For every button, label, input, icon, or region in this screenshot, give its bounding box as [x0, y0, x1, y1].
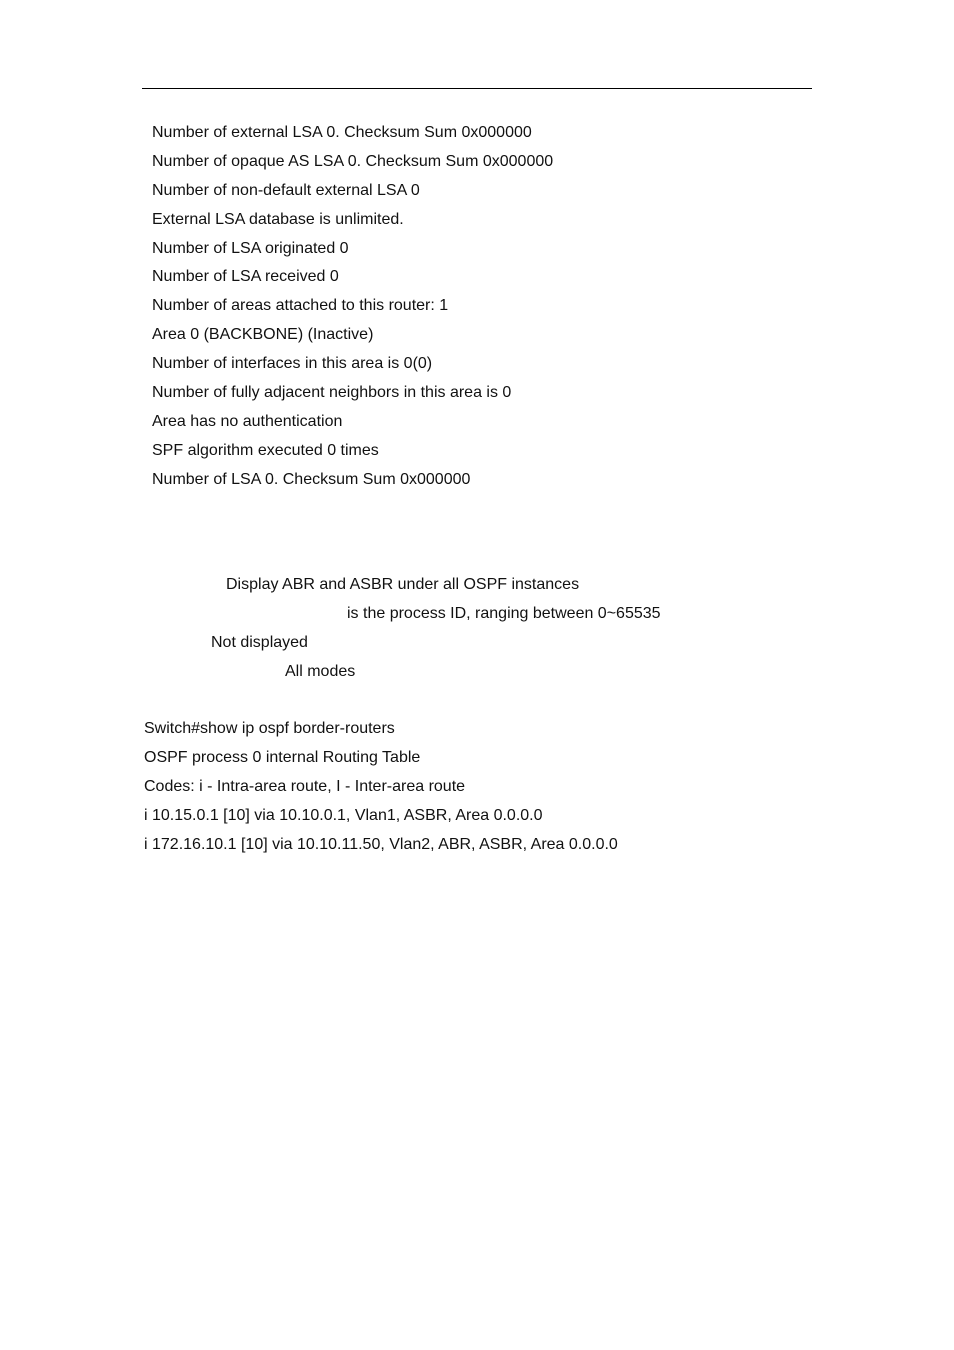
output-line: Number of LSA 0. Checksum Sum 0x000000: [152, 470, 471, 488]
example-line: OSPF process 0 internal Routing Table: [144, 748, 421, 766]
example-line: i 172.16.10.1 [10] via 10.10.11.50, Vlan2, ABR, ASBR, Area 0.0.0.0: [144, 835, 618, 853]
output-line: Number of external LSA 0. Checksum Sum 0x000000: [152, 124, 532, 141]
example-line: Codes: i - Intra-area route, I - Inter-area route: [144, 777, 466, 795]
command-output: [152, 119, 553, 495]
command-description: [142, 571, 661, 687]
output-line: Number of non-default external LSA 0: [152, 181, 420, 199]
example-line: Switch#show ip ospf border-routers: [144, 720, 395, 737]
example-block: [144, 715, 618, 859]
description-function: Display ABR and ASBR under all OSPF instances: [226, 576, 580, 593]
output-line: Number of LSA originated 0: [152, 239, 349, 257]
output-line: Number of fully adjacent neighbors in this area is 0: [152, 384, 512, 402]
output-line: External LSA database is unlimited.: [152, 210, 404, 228]
output-line: SPF algorithm executed 0 times: [152, 441, 379, 459]
output-line: Area has no authentication: [152, 412, 343, 430]
example-line: i 10.15.0.1 [10] via 10.10.0.1, Vlan1, ASBR, Area 0.0.0.0: [144, 806, 543, 824]
output-line: Number of areas attached to this router: 1: [152, 297, 449, 315]
description-default: Not displayed: [211, 633, 308, 651]
output-line: Number of LSA received 0: [152, 268, 339, 286]
output-line: Area 0 (BACKBONE) (Inactive): [152, 326, 374, 344]
header-rule: [142, 88, 812, 89]
description-mode: All modes: [285, 662, 356, 680]
output-line: Number of opaque AS LSA 0. Checksum Sum 0x000000: [152, 152, 554, 170]
description-parameter: is the process ID, ranging between 0~65535: [347, 604, 661, 622]
output-line: Number of interfaces in this area is 0(0): [152, 355, 433, 373]
